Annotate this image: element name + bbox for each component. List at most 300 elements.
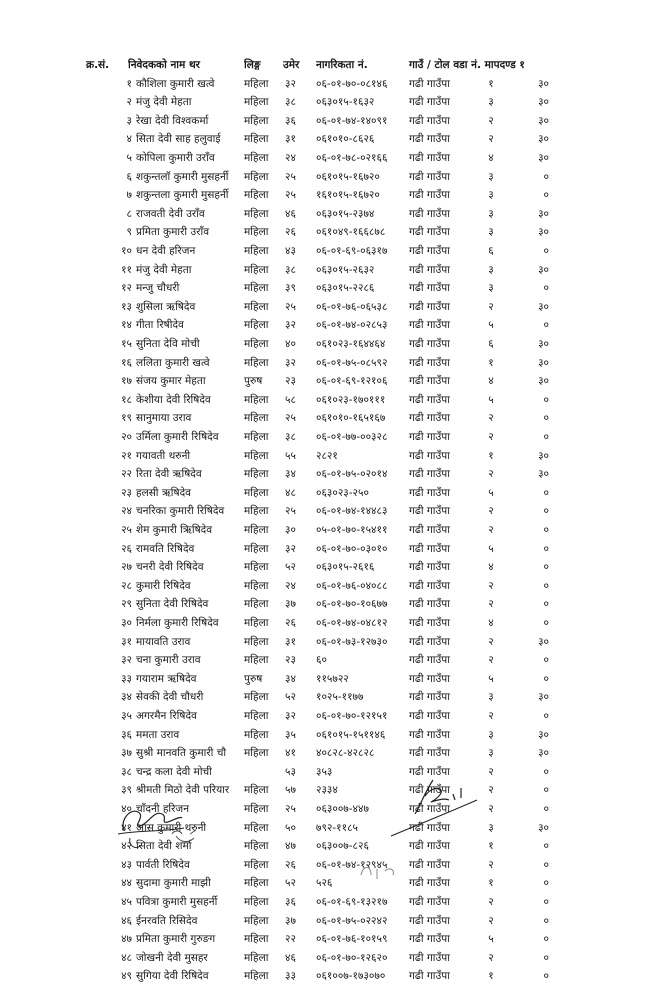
- cell-serial-number: १७: [121, 375, 132, 388]
- table-row: [0, 130, 661, 148]
- cell-gender: महिला: [244, 207, 269, 220]
- cell-gender: महिला: [244, 747, 269, 760]
- cell-ward-number: ३: [488, 189, 494, 202]
- cell-age: ३२: [285, 542, 296, 555]
- cell-village: गढी गाउँपा: [409, 784, 450, 797]
- table-row: [0, 261, 661, 279]
- cell-criteria-score: ०: [543, 858, 549, 871]
- cell-gender: महिला: [244, 468, 269, 481]
- cell-criteria-score: ३०: [538, 226, 549, 239]
- table-row: [0, 409, 661, 427]
- cell-gender: महिला: [244, 840, 269, 853]
- cell-ward-number: २: [488, 802, 494, 815]
- cell-serial-number: २१: [121, 449, 132, 462]
- cell-village: गढी गाउँपा: [409, 579, 450, 592]
- cell-age: ३१: [285, 635, 296, 648]
- cell-ward-number: ३: [488, 747, 494, 760]
- cell-applicant-name: उर्मिला कुमारी रिषिदेव: [136, 430, 219, 443]
- cell-age: ५३: [285, 765, 296, 778]
- cell-ward-number: १: [488, 356, 494, 369]
- cell-ward-number: १: [488, 840, 494, 853]
- cell-village: गढी गाउँपा: [409, 244, 450, 257]
- cell-ward-number: ४: [488, 561, 494, 574]
- cell-age: २३: [285, 654, 296, 667]
- cell-village: गढी गाउँपा: [409, 765, 450, 778]
- cell-serial-number: ४९: [121, 970, 132, 983]
- cell-age: ४७: [285, 840, 296, 853]
- cell-citizenship-number: ०६-०१-७५-०२०१४: [316, 468, 388, 481]
- cell-citizenship-number: ०६-०१-७६-०६५३८: [316, 300, 388, 313]
- cell-serial-number: २३: [121, 486, 132, 499]
- cell-citizenship-number: ०६-०१-७५-०८५९२: [316, 356, 388, 369]
- cell-criteria-score: ०: [543, 579, 549, 592]
- cell-criteria-score: ३०: [538, 114, 549, 127]
- cell-village: गढी गाउँपा: [409, 300, 450, 313]
- cell-gender: महिला: [244, 709, 269, 722]
- cell-citizenship-number: ०६-०१-७४-०२८५३: [316, 319, 388, 332]
- cell-citizenship-number: ०६१०१५-१६७२०: [316, 170, 380, 183]
- cell-criteria-score: ०: [543, 877, 549, 890]
- cell-age: २४: [285, 579, 296, 592]
- cell-village: गढी गाउँपा: [409, 747, 450, 760]
- cell-applicant-name: शकुन्तलॉ कुमारी मुसहर्नी: [136, 170, 229, 183]
- cell-citizenship-number: ०६-०१-६९-१३२१७: [316, 895, 388, 908]
- cell-applicant-name: गीता रिषीदेव: [136, 319, 184, 332]
- table-row: [0, 335, 661, 353]
- cell-gender: महिला: [244, 970, 269, 983]
- cell-serial-number: १४: [121, 319, 132, 332]
- cell-age: २५: [285, 300, 296, 313]
- cell-age: २५: [285, 802, 296, 815]
- cell-age: ५७: [285, 784, 296, 797]
- cell-criteria-score: ०: [543, 542, 549, 555]
- cell-citizenship-number: ०५-०१-७०-१५४११: [316, 523, 388, 536]
- cell-applicant-name: चनरी देवी रिषिदेव: [136, 561, 204, 574]
- cell-criteria-score: ३०: [538, 263, 549, 276]
- cell-village: गढी गाउँपा: [409, 840, 450, 853]
- cell-village: गढी गाउँपा: [409, 319, 450, 332]
- cell-ward-number: २: [488, 523, 494, 536]
- cell-gender: महिला: [244, 877, 269, 890]
- table-row: [0, 614, 661, 632]
- cell-gender: महिला: [244, 784, 269, 797]
- cell-serial-number: ६: [126, 170, 132, 183]
- cell-age: ३६: [285, 895, 296, 908]
- cell-village: गढी गाउँपा: [409, 895, 450, 908]
- cell-ward-number: ५: [488, 319, 494, 332]
- table-row: [0, 186, 661, 204]
- cell-serial-number: ३४: [121, 691, 132, 704]
- cell-applicant-name: ललिता कुमारी खत्वे: [136, 356, 210, 369]
- cell-applicant-name: धन देवी हरिजन: [136, 244, 196, 257]
- cell-village: गढी गाउँपा: [409, 709, 450, 722]
- cell-citizenship-number: ०६३००७-८२६: [316, 840, 369, 853]
- cell-age: ५२: [285, 561, 296, 574]
- table-row: [0, 447, 661, 465]
- cell-citizenship-number: ०६-०१-७०-०३०१०: [316, 542, 388, 555]
- table-row: [0, 558, 661, 576]
- cell-applicant-name: पवित्रा कुमारी मुसहर्नी: [136, 895, 218, 908]
- cell-citizenship-number: ०६-०१-७०-०८१४६: [316, 77, 388, 90]
- cell-citizenship-number: ०६-०१-७७-००३२८: [316, 430, 388, 443]
- cell-village: गढी गाउँपा: [409, 263, 450, 276]
- table-row: [0, 781, 661, 799]
- cell-ward-number: ३: [488, 170, 494, 183]
- cell-gender: महिला: [244, 96, 269, 109]
- cell-ward-number: ५: [488, 393, 494, 406]
- cell-criteria-score: ०: [543, 654, 549, 667]
- cell-village: गढी गाउँपा: [409, 505, 450, 518]
- cell-criteria-score: ३०: [538, 635, 549, 648]
- cell-age: २४: [285, 151, 296, 164]
- cell-citizenship-number: २८२१: [316, 449, 338, 462]
- cell-village: गढी गाउँपा: [409, 728, 450, 741]
- cell-criteria-score: ०: [543, 951, 549, 964]
- cell-serial-number: ३३: [121, 672, 132, 685]
- cell-applicant-name: रिता देवी ऋषिदेव: [136, 468, 202, 481]
- table-row: [0, 279, 661, 297]
- cell-age: २३: [285, 375, 296, 388]
- cell-village: गढी गाउँपा: [409, 282, 450, 295]
- cell-gender: पुरुष: [244, 375, 263, 388]
- cell-gender: महिला: [244, 802, 269, 815]
- cell-citizenship-number: ०६-०१-६९-०६३१७: [316, 244, 388, 257]
- cell-citizenship-number: ०६३०२३-२५०: [316, 486, 369, 499]
- table-row: [0, 242, 661, 260]
- cell-serial-number: ३८: [121, 765, 132, 778]
- table-row: [0, 949, 661, 967]
- cell-ward-number: २: [488, 430, 494, 443]
- cell-gender: महिला: [244, 579, 269, 592]
- cell-village: गढी गाउँपा: [409, 654, 450, 667]
- cell-criteria-score: ३०: [538, 375, 549, 388]
- cell-citizenship-number: ०६३०१५-१६३२: [316, 96, 375, 109]
- cell-serial-number: १: [126, 77, 132, 90]
- cell-age: ४६: [285, 207, 296, 220]
- cell-ward-number: ३: [488, 282, 494, 295]
- cell-gender: महिला: [244, 542, 269, 555]
- cell-citizenship-number: ०६१०२३-१७०१११: [316, 393, 386, 406]
- header-age: उमेर: [283, 59, 300, 71]
- cell-citizenship-number: ०६१०१०-१६५१६७: [316, 412, 386, 425]
- cell-age: ३९: [285, 282, 296, 295]
- cell-ward-number: २: [488, 300, 494, 313]
- table-row: [0, 800, 661, 818]
- cell-ward-number: ३: [488, 821, 494, 834]
- header-gender: लिङ्ग: [244, 59, 261, 71]
- cell-criteria-score: ०: [543, 895, 549, 908]
- cell-criteria-score: ०: [543, 523, 549, 536]
- cell-applicant-name: पार्वती रिषिदेव: [136, 858, 190, 871]
- cell-serial-number: २०: [121, 430, 132, 443]
- cell-citizenship-number: ०६३०१५-२६१६: [316, 561, 375, 574]
- cell-citizenship-number: ०६३००७-४४७: [316, 802, 369, 815]
- cell-criteria-score: ०: [543, 765, 549, 778]
- cell-citizenship-number: ०६-०१-७४-१४०९१: [316, 114, 388, 127]
- cell-ward-number: ४: [488, 616, 494, 629]
- table-row: [0, 819, 661, 837]
- table-row: [0, 837, 661, 855]
- cell-age: ३७: [285, 914, 296, 927]
- cell-ward-number: ६: [488, 337, 494, 350]
- cell-applicant-name: चना कुमारी उराव: [136, 654, 201, 667]
- cell-citizenship-number: ०६३०१५-२६३२: [316, 263, 375, 276]
- cell-applicant-name: चनरिका कुमारी रिषिदेव: [136, 505, 225, 518]
- cell-citizenship-number: ५२६: [316, 877, 333, 890]
- cell-citizenship-number: ०६१०२३-१६४४६४: [316, 337, 386, 350]
- cell-applicant-name: सुनिता देवि मोची: [136, 337, 200, 350]
- cell-gender: महिला: [244, 505, 269, 518]
- cell-serial-number: ८: [126, 207, 132, 220]
- table-row: [0, 893, 661, 911]
- cell-ward-number: ५: [488, 542, 494, 555]
- cell-applicant-name: गयावती थरुनी: [136, 449, 191, 462]
- cell-village: गढी गाउँपा: [409, 96, 450, 109]
- cell-criteria-score: ३०: [538, 356, 549, 369]
- cell-applicant-name: सुनिता देवी रिषिदेव: [136, 598, 209, 611]
- cell-ward-number: २: [488, 412, 494, 425]
- cell-village: गढी गाउँपा: [409, 430, 450, 443]
- cell-criteria-score: ०: [543, 784, 549, 797]
- cell-gender: महिला: [244, 728, 269, 741]
- cell-serial-number: ५: [126, 151, 132, 164]
- table-row: [0, 93, 661, 111]
- cell-criteria-score: ०: [543, 561, 549, 574]
- cell-ward-number: २: [488, 635, 494, 648]
- cell-serial-number: ४०: [121, 802, 132, 815]
- cell-age: २५: [285, 412, 296, 425]
- cell-age: ३४: [285, 672, 296, 685]
- cell-serial-number: ७: [126, 189, 132, 202]
- cell-ward-number: २: [488, 895, 494, 908]
- cell-citizenship-number: ०६३०१५-२३७४: [316, 207, 375, 220]
- cell-citizenship-number: ०६१०१०-८६२६: [316, 133, 375, 146]
- cell-age: ३७: [285, 598, 296, 611]
- cell-citizenship-number: ७९२-११८५: [316, 821, 359, 834]
- cell-applicant-name: शुसिला ऋषिदेव: [136, 300, 196, 313]
- cell-gender: महिला: [244, 114, 269, 127]
- table-row: [0, 372, 661, 390]
- cell-ward-number: २: [488, 468, 494, 481]
- cell-criteria-score: ३०: [538, 337, 549, 350]
- cell-serial-number: ४: [126, 133, 132, 146]
- signature-right: [385, 770, 485, 840]
- cell-ward-number: १: [488, 970, 494, 983]
- cell-village: गढी गाउँपा: [409, 170, 450, 183]
- cell-serial-number: ३०: [121, 616, 132, 629]
- cell-applicant-name: गयाराम ऋषिदेव: [136, 672, 197, 685]
- cell-village: गढी गाउँपा: [409, 486, 450, 499]
- cell-serial-number: ३: [126, 114, 132, 127]
- cell-age: ३८: [285, 430, 296, 443]
- header-citizenship-number: नागरिकता नं.: [316, 59, 368, 71]
- cell-applicant-name: शेम कुमारी ऋिषिदेव: [136, 523, 213, 536]
- cell-citizenship-number: ०६-०१-६९-१२१०६: [316, 375, 388, 388]
- cell-village: गढी गाउँपा: [409, 802, 450, 815]
- cell-gender: महिला: [244, 858, 269, 871]
- cell-village: गढी गाउँपा: [409, 970, 450, 983]
- cell-serial-number: १६: [121, 356, 132, 369]
- cell-age: ३२: [285, 319, 296, 332]
- cell-applicant-name: रेखा देवी विश्वकर्मा: [136, 114, 209, 127]
- table-row: [0, 744, 661, 762]
- cell-gender: महिला: [244, 282, 269, 295]
- cell-age: ४८: [285, 486, 296, 499]
- cell-ward-number: २: [488, 765, 494, 778]
- cell-serial-number: ९: [126, 226, 132, 239]
- cell-village: गढी गाउँपा: [409, 951, 450, 964]
- cell-age: ३१: [285, 133, 296, 146]
- cell-criteria-score: ०: [543, 914, 549, 927]
- cell-age: ३८: [285, 96, 296, 109]
- cell-criteria-score: ३०: [538, 468, 549, 481]
- table-row: [0, 874, 661, 892]
- cell-serial-number: ४४: [121, 877, 132, 890]
- signature-left: [110, 790, 220, 860]
- cell-gender: महिला: [244, 486, 269, 499]
- cell-applicant-name: सिता देवी साह हलुवाई: [136, 133, 221, 146]
- cell-village: गढी गाउँपा: [409, 393, 450, 406]
- table-row: [0, 354, 661, 372]
- cell-age: २२: [285, 933, 296, 946]
- header-applicant-name: निवेदकको नाम थर: [128, 59, 200, 71]
- cell-village: गढी गाउँपा: [409, 151, 450, 164]
- cell-criteria-score: ३०: [538, 449, 549, 462]
- cell-citizenship-number: ६०: [316, 654, 327, 667]
- header-serial-number: क्र.सं.: [86, 59, 110, 71]
- table-row: [0, 912, 661, 930]
- table-header: [0, 56, 661, 74]
- cell-citizenship-number: ०६-०१-७४-१२९४५: [316, 858, 388, 871]
- cell-applicant-name: सानुमाया उराव: [136, 412, 192, 425]
- cell-criteria-score: ०: [543, 616, 549, 629]
- cell-applicant-name: मंजु देवी मेहता: [136, 96, 192, 109]
- cell-serial-number: ४५: [121, 895, 132, 908]
- cell-gender: महिला: [244, 412, 269, 425]
- table-row: [0, 967, 661, 985]
- cell-serial-number: ३५: [121, 709, 132, 722]
- table-row: [0, 707, 661, 725]
- cell-ward-number: १: [488, 877, 494, 890]
- cell-applicant-name: रामवति रिषिदेव: [136, 542, 195, 555]
- cell-criteria-score: ०: [543, 802, 549, 815]
- cell-village: गढी गाउँपा: [409, 914, 450, 927]
- cell-ward-number: ४: [488, 151, 494, 164]
- cell-criteria-score: ३०: [538, 821, 549, 834]
- cell-ward-number: २: [488, 951, 494, 964]
- cell-citizenship-number: ०६-०१-७०-१२६२०: [316, 951, 388, 964]
- cell-village: गढी गाउँपा: [409, 375, 450, 388]
- table-row: [0, 670, 661, 688]
- cell-age: ४३: [285, 244, 296, 257]
- cell-applicant-name: कौशिला कुमारी खत्वे: [136, 77, 215, 90]
- table-row: [0, 205, 661, 223]
- cell-applicant-name: सुगिया देवी रिषिदेव: [136, 970, 209, 983]
- cell-ward-number: ३: [488, 207, 494, 220]
- cell-gender: महिला: [244, 449, 269, 462]
- cell-criteria-score: ३०: [538, 96, 549, 109]
- cell-serial-number: १२: [121, 282, 132, 295]
- cell-gender: महिला: [244, 895, 269, 908]
- cell-criteria-score: ०: [543, 598, 549, 611]
- cell-gender: महिला: [244, 244, 269, 257]
- cell-age: ३४: [285, 468, 296, 481]
- cell-gender: महिला: [244, 654, 269, 667]
- cell-age: २५: [285, 505, 296, 518]
- cell-village: गढी गाउँपा: [409, 821, 450, 834]
- cell-serial-number: २८: [121, 579, 132, 592]
- cell-age: २५: [285, 189, 296, 202]
- cell-criteria-score: ३०: [538, 300, 549, 313]
- cell-applicant-name: ईनरवति रिसिदेव: [136, 914, 198, 927]
- table-row: [0, 502, 661, 520]
- cell-gender: महिला: [244, 151, 269, 164]
- cell-gender: महिला: [244, 356, 269, 369]
- cell-ward-number: २: [488, 784, 494, 797]
- cell-criteria-score: ३०: [538, 77, 549, 90]
- cell-citizenship-number: ०६-०१-७४-०४८१२: [316, 616, 388, 629]
- cell-village: गढी गाउँपा: [409, 77, 450, 90]
- cell-criteria-score: ०: [543, 672, 549, 685]
- cell-applicant-name: ममता उराव: [136, 728, 180, 741]
- cell-serial-number: २९: [121, 598, 132, 611]
- cell-gender: महिला: [244, 170, 269, 183]
- cell-applicant-name: मन्जु चौधरी: [136, 282, 180, 295]
- cell-ward-number: ३: [488, 691, 494, 704]
- header-village-ward-criteria: गाउँ / टोल वडा नं. मापदण्ड १: [409, 59, 525, 71]
- cell-criteria-score: ३०: [538, 747, 549, 760]
- cell-applicant-name: मंजु देवी मेहता: [136, 263, 192, 276]
- cell-applicant-name: कोपिला कुमारी उराँव: [136, 151, 215, 164]
- cell-serial-number: २५: [121, 523, 132, 536]
- cell-applicant-name: कुमारी रिषिदेव: [136, 579, 191, 592]
- cell-village: गढी गाउँपा: [409, 542, 450, 555]
- cell-gender: महिला: [244, 300, 269, 313]
- cell-ward-number: ५: [488, 672, 494, 685]
- table-row: [0, 577, 661, 595]
- cell-ward-number: ६: [488, 244, 494, 257]
- cell-citizenship-number: ०६-०१-७८-०२१६६: [316, 151, 388, 164]
- cell-ward-number: २: [488, 114, 494, 127]
- cell-serial-number: ३१: [121, 635, 132, 648]
- cell-applicant-name: हलसी ऋषिदेव: [136, 486, 192, 499]
- cell-criteria-score: ०: [543, 840, 549, 853]
- cell-village: गढी गाउँपा: [409, 356, 450, 369]
- cell-criteria-score: ०: [543, 393, 549, 406]
- cell-age: ३५: [285, 728, 296, 741]
- cell-village: गढी गाउँपा: [409, 412, 450, 425]
- cell-gender: महिला: [244, 933, 269, 946]
- cell-ward-number: ५: [488, 933, 494, 946]
- table-row: [0, 428, 661, 446]
- cell-applicant-name: प्रमिता कुमारी गुरुङग: [136, 933, 216, 946]
- cell-serial-number: ३६: [121, 728, 132, 741]
- cell-village: गढी गाउँपा: [409, 616, 450, 629]
- cell-village: गढी गाउँपा: [409, 691, 450, 704]
- cell-ward-number: ३: [488, 728, 494, 741]
- cell-criteria-score: ०: [543, 170, 549, 183]
- table-row: [0, 298, 661, 316]
- cell-gender: महिला: [244, 319, 269, 332]
- table-row: [0, 521, 661, 539]
- cell-gender: महिला: [244, 263, 269, 276]
- cell-village: गढी गाउँपा: [409, 114, 450, 127]
- cell-age: ३३: [285, 970, 296, 983]
- table-row: [0, 75, 661, 93]
- cell-criteria-score: ३०: [538, 207, 549, 220]
- cell-gender: महिला: [244, 77, 269, 90]
- cell-applicant-name: जोखनी देवी मुसहर: [136, 951, 208, 964]
